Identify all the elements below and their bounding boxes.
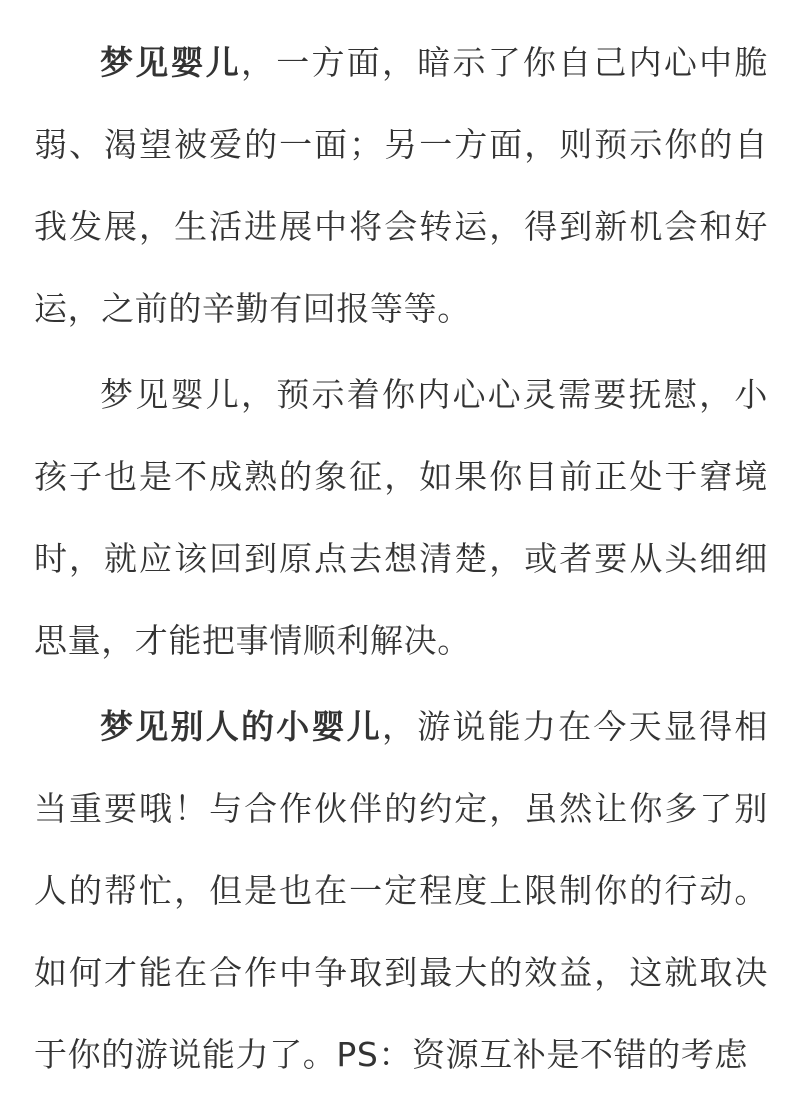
article-body — [34, 22, 768, 1096]
paragraph-lead: 梦见婴儿 — [100, 43, 241, 82]
paragraph-dream-others-baby — [34, 686, 768, 1096]
paragraph-lead: 梦见别人的小婴儿 — [100, 707, 382, 746]
paragraph-dream-baby — [34, 22, 768, 350]
paragraph-text: ，游说能力在今天显得相当重要哦！与合作伙伴的约定，虽然让你多了别人的帮忙，但是也在一定程度上限制你的行动。如何才能在合作中争取到最大的效益，这就取决于你的游说能力了。PS：资源互补是不错的考虑 — [34, 707, 768, 1074]
paragraph-text: 梦见婴儿，预示着你内心心灵需要抚慰，小孩子也是不成熟的象征，如果你目前正处于窘境时，就应该回到原点去想清楚，或者要从头细细思量，才能把事情顺利解决。 — [34, 375, 768, 660]
paragraph-text: ，一方面，暗示了你自己内心中脆弱、渴望被爱的一面；另一方面，则预示你的自我发展，生活进展中将会转运，得到新机会和好运，之前的辛勤有回报等等。 — [34, 43, 769, 328]
paragraph-dream-baby-comfort — [34, 354, 768, 682]
